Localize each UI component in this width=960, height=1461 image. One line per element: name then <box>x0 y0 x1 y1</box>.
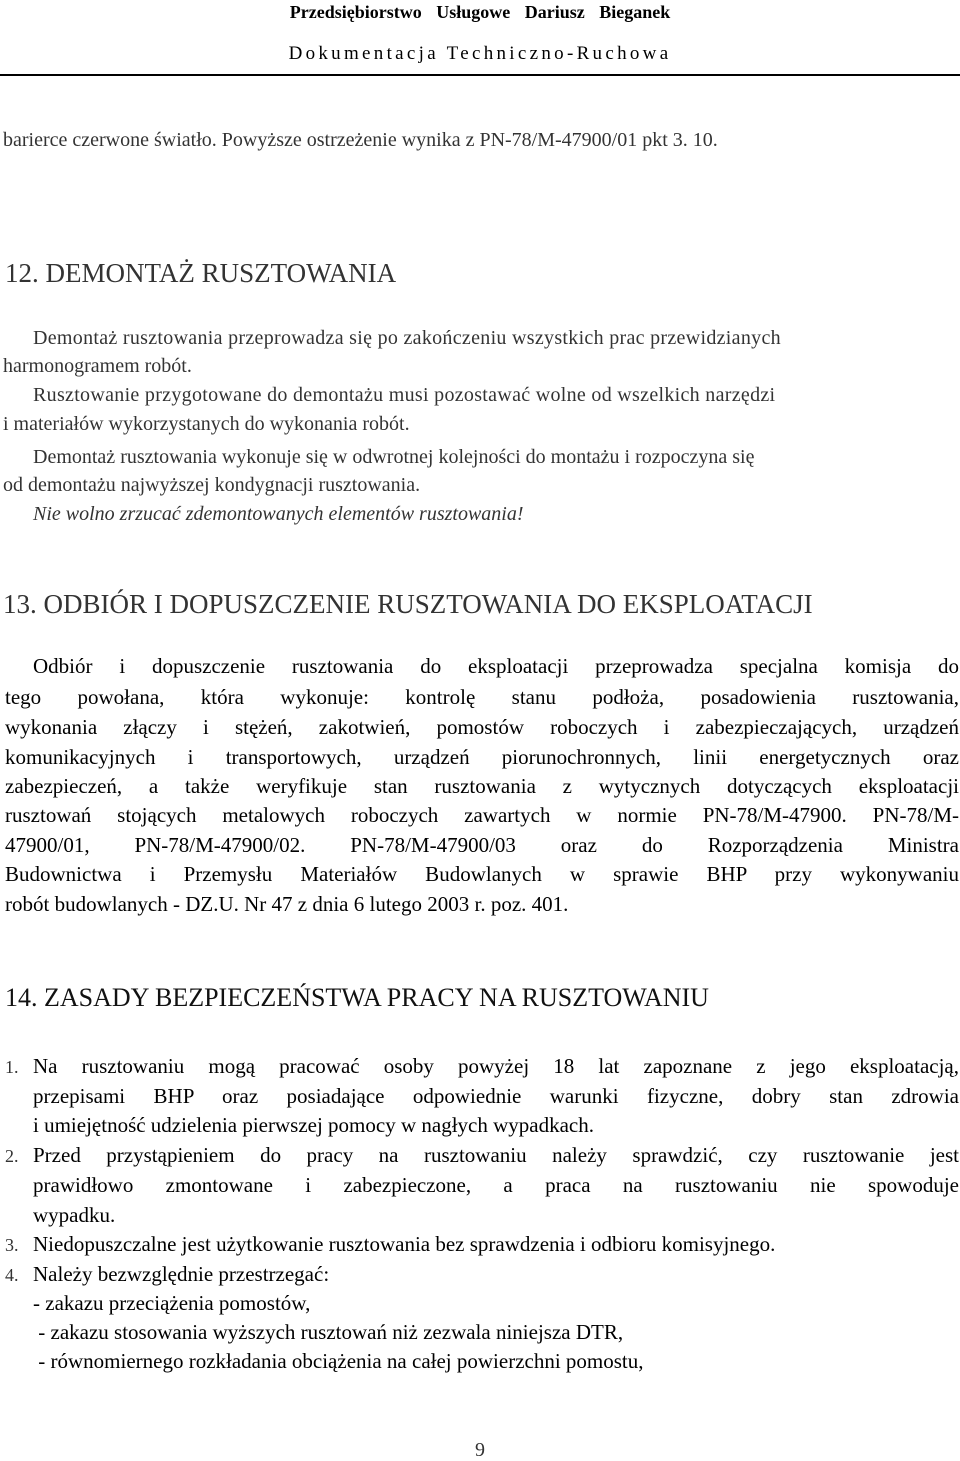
section-12-line: Demontaż rusztowania wykonuje się w odwrotnej kolejności do montażu i rozpoczyna się <box>33 446 755 468</box>
section-12-line: Rusztowanie przygotowane do demontażu musi pozostawać wolne od wszelkich narzędzi <box>33 384 776 406</box>
section-13-line: rusztowań stojących metalowych roboczych zawartych w normie PN-78/M-47900. PN-78/M- <box>5 803 959 827</box>
company-name: Przedsiębiorstwo Usługowe Dariusz Bieganek <box>289 2 671 22</box>
section-12-heading: 12. DEMONTAŻ RUSZTOWANIA <box>5 258 397 288</box>
list-item-number: 1. <box>5 1057 19 1077</box>
section-13-line: Odbiór i dopuszczenie rusztowania do eksploatacji przeprowadza specjalna komisja do <box>33 654 959 678</box>
section-12-line: i materiałów wykorzystanych do wykonania robót. <box>3 413 410 435</box>
list-item-number: 2. <box>5 1146 19 1166</box>
section-13-line: robót budowlanych - DZ.U. Nr 47 z dnia 6 lutego 2003 r. poz. 401. <box>5 892 569 916</box>
section-12-line: od demontażu najwyższej kondygnacji rusztowania. <box>3 474 421 496</box>
list-item-line: prawidłowo zmontowane i zabezpieczone, a praca na rusztowaniu nie spowoduje <box>33 1173 959 1197</box>
section-12-line: Demontaż rusztowania przeprowadza się po zakończeniu wszystkich prac przewidzianych <box>33 327 781 349</box>
section-14-heading: 14. ZASADY BEZPIECZEŃSTWA PRACY NA RUSZTOWANIU <box>5 983 709 1012</box>
header-divider <box>0 74 960 76</box>
section-13-line: tego powołana, która wykonuje: kontrolę stanu podłoża, posadowienia rusztowania, <box>5 685 959 709</box>
list-item-number: 4. <box>5 1265 19 1285</box>
list-item-line: Na rusztowaniu mogą pracować osoby powyżej 18 lat zapoznane z jego eksploatacją, <box>33 1054 959 1078</box>
section-13-line: komunikacyjnych i transportowych, urządzeń piorunochronnych, linii energetycznych oraz <box>5 745 959 769</box>
list-item-line: wypadku. <box>33 1203 116 1227</box>
section-13-line: zabezpieczeń, a także weryfikuje stan rusztowania z wytycznych dotyczących eksploatacji <box>5 774 959 798</box>
page-number: 9 <box>475 1439 485 1461</box>
list-item-line: Niedopuszczalne jest użytkowanie rusztowania bez sprawdzenia i odbioru komisyjnego. <box>33 1232 776 1256</box>
list-item-line: - zakazu przeciążenia pomostów, <box>33 1291 311 1315</box>
intro-line: barierce czerwone światło. Powyższe ostrzeżenie wynika z PN-78/M-47900/01 pkt 3. 10. <box>3 129 718 151</box>
list-item-line: - równomiernego rozkładania obciążenia na całej powierzchni pomostu, <box>33 1349 644 1373</box>
list-item-line: i umiejętność udzielenia pierwszej pomocy w nagłych wypadkach. <box>33 1113 594 1137</box>
list-item-line: Przed przystąpieniem do pracy na rusztowaniu należy sprawdzić, czy rusztowanie jest <box>33 1143 959 1167</box>
section-13-line: wykonania złączy i stężeń, zakotwień, pomostów roboczych i zabezpieczających, urządzeń <box>5 715 959 739</box>
list-item-line: przepisami BHP oraz posiadające odpowiednie warunki fizyczne, dobry stan zdrowia <box>33 1084 959 1108</box>
list-item-number: 3. <box>5 1235 19 1255</box>
section-13-line: Budownictwa i Przemysłu Materiałów Budowlanych w sprawie BHP przy wykonywaniu <box>5 862 959 886</box>
list-item-line: Należy bezwzględnie przestrzegać: <box>33 1262 330 1286</box>
section-12-line: harmonogramem robót. <box>3 355 192 377</box>
section-13-line: 47900/01, PN-78/M-47900/02. PN-78/M-47900/03 oraz do Rozporządzenia Ministra <box>5 833 959 857</box>
document-title: Dokumentacja Techniczno-Ruchowa <box>288 43 672 64</box>
section-13-heading: 13. ODBIÓR I DOPUSZCZENIE RUSZTOWANIA DO EKSPLOATACJI <box>3 589 813 619</box>
list-item-line: - zakazu stosowania wyższych rusztowań niż zezwala niniejsza DTR, <box>33 1320 624 1344</box>
section-12-warning: Nie wolno zrzucać zdemontowanych elementów rusztowania! <box>33 503 524 525</box>
